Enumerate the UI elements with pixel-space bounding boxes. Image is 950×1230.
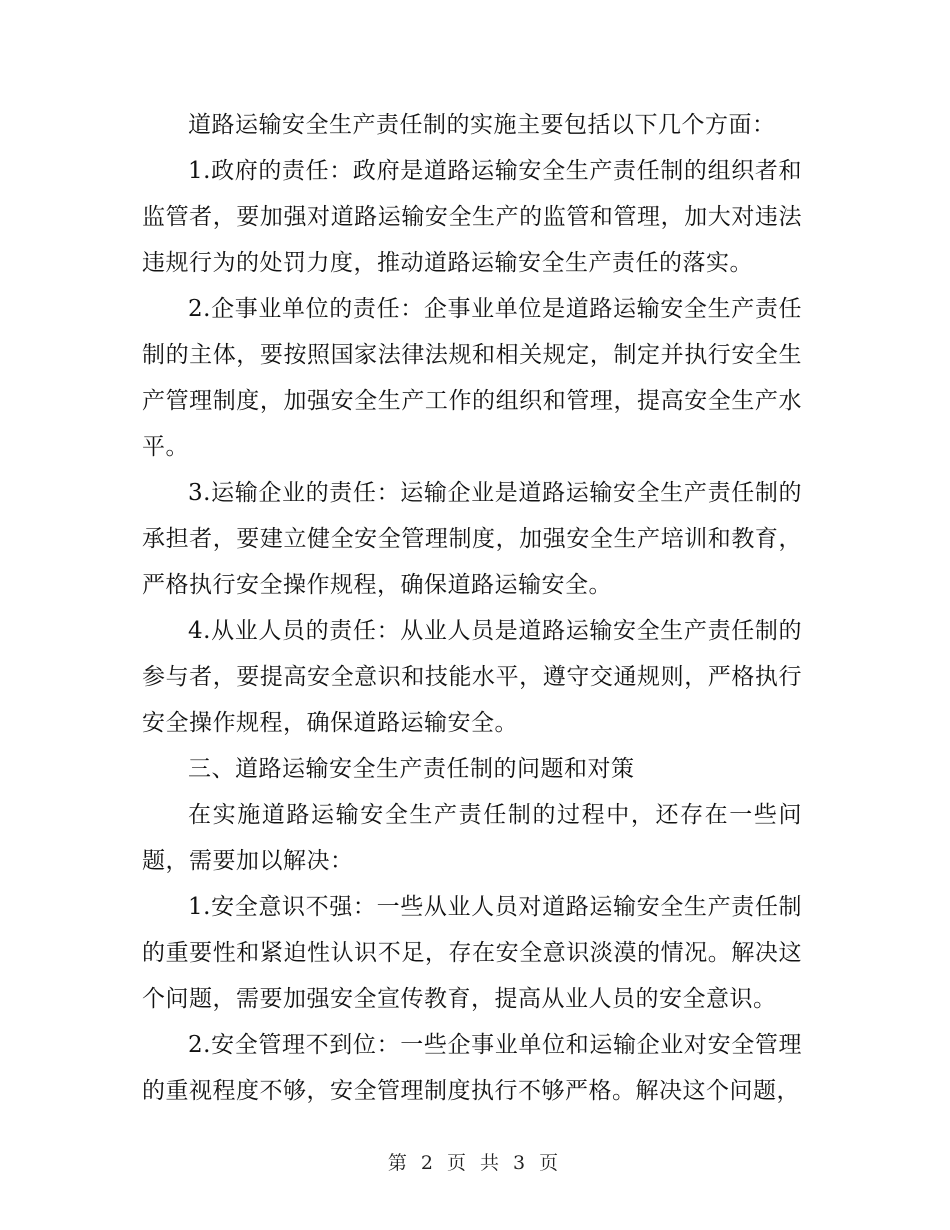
page-number-footer: 第 2 页 共 3 页 <box>387 1152 563 1174</box>
section-heading: 三、道路运输安全生产责任制的问题和对策 <box>188 756 635 782</box>
paragraph-transport-company: 3.运输企业的责任：运输企业是道路运输安全生产责任制的承担者，要建立健全安全管理制度，加强安全生产培训和教育，严格执行安全操作规程，确保道路运输安全。 <box>142 480 802 598</box>
paragraph-enterprise: 2.企事业单位的责任：企事业单位是道路运输安全生产责任制的主体，要按照国家法律法规和相关规定，制定并执行安全生产管理制度，加强安全生产工作的组织和管理，提高安全生产水平。 <box>142 296 802 460</box>
paragraph-problem-awareness: 1.安全意识不强：一些从业人员对道路运输安全生产责任制的重要性和紧迫性认识不足，存在安全意识淡漠的情况。解决这个问题，需要加强安全宣传教育，提高从业人员的安全意识。 <box>142 894 802 1012</box>
paragraph-problems-intro: 在实施道路运输安全生产责任制的过程中，还存在一些问题，需要加以解决： <box>142 802 802 874</box>
paragraph-employees: 4.从业人员的责任：从业人员是道路运输安全生产责任制的参与者，要提高安全意识和技能水平，遵守交通规则，严格执行安全操作规程，确保道路运输安全。 <box>142 618 802 736</box>
document-body <box>142 102 802 1114</box>
paragraph-government: 1.政府的责任：政府是道路运输安全生产责任制的组织者和监管者，要加强对道路运输安全生产的监管和管理，加大对违法违规行为的处罚力度，推动道路运输安全生产责任的落实。 <box>142 158 802 276</box>
paragraph-intro: 道路运输安全生产责任制的实施主要包括以下几个方面： <box>188 112 776 138</box>
paragraph-problem-management: 2.安全管理不到位：一些企事业单位和运输企业对安全管理的重视程度不够，安全管理制度执行不够严格。解决这个问题， <box>142 1032 802 1104</box>
